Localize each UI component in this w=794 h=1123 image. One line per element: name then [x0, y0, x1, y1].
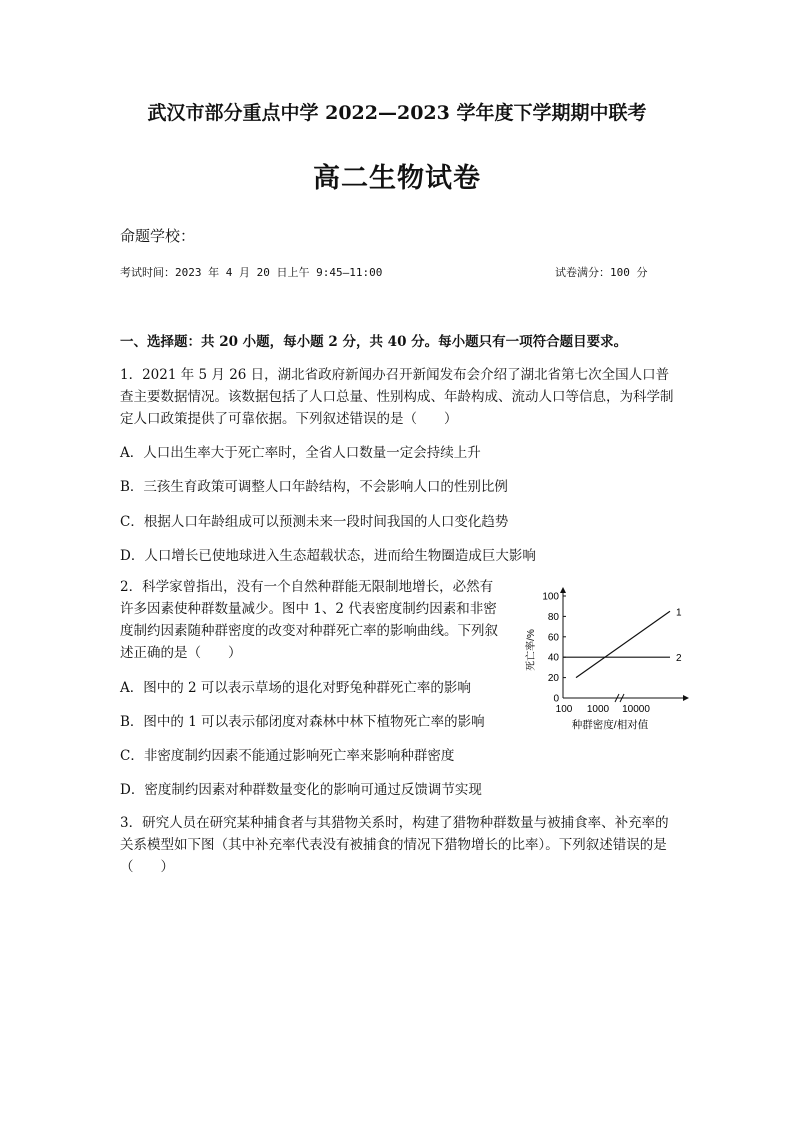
- q2-option-a: A．图中的 2 可以表示草场的退化对野兔种群死亡率的影响: [120, 680, 471, 696]
- question-3-stem: 3．研究人员在研究某种捕食者与其猎物关系时，构建了猎物种群数量与被捕食率、补充率的关系模型如下图（其中补充率代表没有被捕食的情况下猎物增长的比率）。下列叙述错误的是（ ）: [120, 815, 669, 875]
- mortality-density-chart: [510, 580, 690, 740]
- question-2-stem: 2．科学家曾指出，没有一个自然种群能无限制地增长，必然有许多因素使种群数量减少。图中 1、2 代表密度制约因素和非密度制约因素随种群密度的改变对种群死亡率的影响曲线。下列叙述正确的是（ ）: [120, 579, 498, 661]
- full-score: 试卷满分：100 分: [555, 266, 648, 279]
- school-label: 命题学校：: [120, 227, 196, 245]
- question-1-stem: 1．2021 年 5 月 26 日，湖北省政府新闻办召开新闻发布会介绍了湖北省第七次全国人口普查主要数据情况。该数据包括了人口总量、性别构成、年龄构成、流动人口等信息，为科学制定人口政策提供了可靠依据。下列叙述错误的是（ ）: [120, 367, 674, 427]
- x-axis-label: 种群密度/相对值: [571, 719, 649, 731]
- exam-title: 武汉市部分重点中学 2022—2023 学年度下学期期中联考: [147, 102, 647, 124]
- series-line-1: [576, 611, 670, 677]
- y-tick-label: 0: [553, 693, 559, 705]
- x-tick-label: 1000: [586, 704, 610, 715]
- section-heading: 一、选择题：共 20 小题，每小题 2 分，共 40 分。每小题只有一项符合题目要求。: [120, 334, 628, 350]
- q1-option-a: A．人口出生率大于死亡率时，全省人口数量一定会持续上升: [120, 445, 481, 461]
- q2-option-c: C．非密度制约因素不能通过影响死亡率来影响种群密度: [120, 748, 455, 764]
- series-label-1: 1: [676, 607, 682, 619]
- series-label-2: 2: [676, 653, 682, 665]
- y-tick-label: 60: [547, 632, 559, 644]
- subject-title: 高二生物试卷: [313, 163, 481, 194]
- x-tick-label: 10000: [622, 704, 650, 715]
- exam-time: 考试时间：2023 年 4 月 20 日上午 9:45—11:00: [120, 266, 383, 279]
- q1-option-d: D．人口增长已使地球进入生态超载状态，进而给生物圈造成巨大影响: [120, 548, 536, 564]
- y-axis-label: 死亡率/%: [526, 629, 537, 671]
- q1-option-b: B．三孩生育政策可调整人口年龄结构，不会影响人口的性别比例: [120, 479, 508, 495]
- x-tick-label: 100: [555, 704, 573, 715]
- y-tick-label: 80: [547, 611, 559, 623]
- y-tick-label: 100: [542, 591, 559, 603]
- y-tick-label: 20: [547, 673, 559, 685]
- q1-option-c: C．根据人口年龄组成可以预测未来一段时间我国的人口变化趋势: [120, 514, 509, 530]
- q2-option-b: B．图中的 1 可以表示郁闭度对森林中林下植物死亡率的影响: [120, 714, 485, 730]
- q2-option-d: D．密度制约因素对种群数量变化的影响可通过反馈调节实现: [120, 782, 482, 798]
- y-tick-label: 40: [547, 652, 559, 664]
